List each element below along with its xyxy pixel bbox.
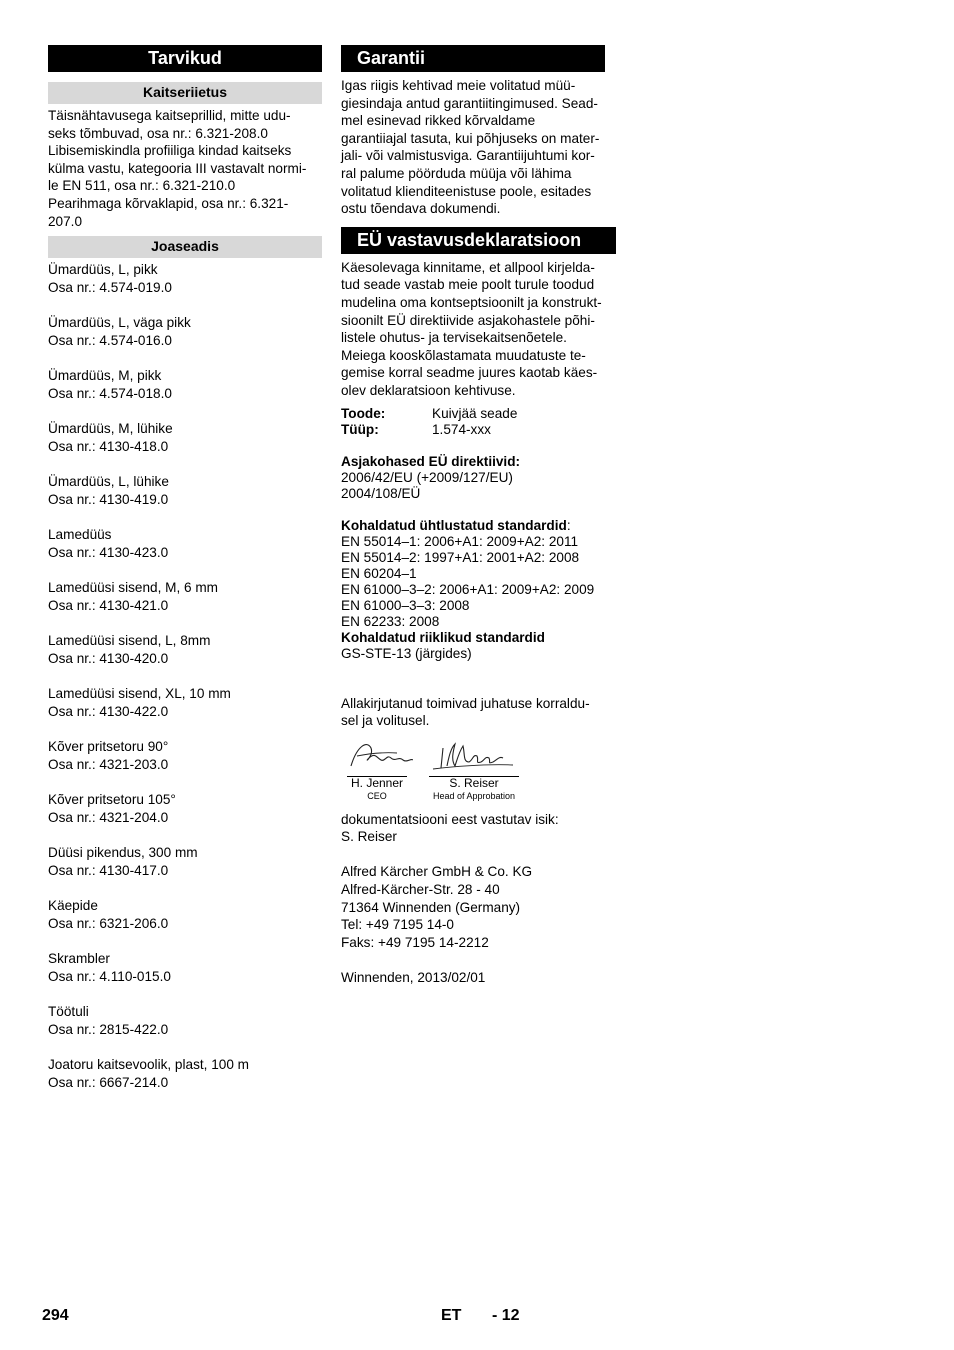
part-number: Osa nr.: 4.574-016.0: [48, 332, 172, 348]
part-name: Ümardüüs, M, lühike: [48, 421, 173, 437]
handwritten-signature-icon: [347, 738, 413, 772]
part-name: Joatoru kaitsevoolik, plast, 100 m: [48, 1056, 249, 1072]
accessories-column: [48, 45, 322, 1091]
protective-clothing-subheading: Kaitseriietus: [48, 82, 322, 104]
text-line: garantiiajal tasuta, kui põhjuseks on mater-: [341, 130, 600, 146]
part-number: Osa nr.: 4.110-015.0: [48, 968, 171, 984]
warranty-text: [341, 77, 616, 218]
list-item: [48, 791, 322, 826]
part-name: Düüsi pikendus, 300 mm: [48, 844, 198, 860]
text-line: volitatud klienditeenistuse poole, esitades: [341, 183, 592, 199]
text-line: giesindaja antud garantiitingimused. Sead-: [341, 95, 598, 111]
text-line: dokumentatsiooni eest vastutav isik:: [341, 811, 559, 827]
harmonised-colon: :: [566, 517, 571, 533]
text-line: le EN 511, osa nr.: 6.321-210.0: [48, 178, 236, 194]
part-number: Osa nr.: 4130-419.0: [48, 491, 169, 507]
directive-item: 2006/42/EU (+2009/127/EU): [341, 469, 513, 485]
list-item: [48, 897, 322, 932]
national-title: Kohaldatud riiklikud standardid: [341, 629, 545, 645]
text-line: ral palume pöörduda müüja või lähima: [341, 165, 572, 181]
text-line: S. Reiser: [341, 829, 397, 845]
harmonised-title: Kohaldatud ühtlustatud standardid: [341, 517, 567, 533]
address-line: Tel: +49 7195 14-0: [341, 917, 454, 933]
documentation-responsible: [341, 811, 616, 846]
list-item: [48, 526, 322, 561]
part-name: Kõver pritsetoru 105°: [48, 792, 176, 807]
national-item: GS-STE-13 (järgides): [341, 645, 472, 661]
standard-item: EN 60204–1: [341, 565, 417, 581]
text-line: Libisemiskindla profiiliga kindad kaitseks: [48, 143, 292, 159]
text-line: seks tõmbuvad, osa nr.: 6.321-208.0: [48, 125, 268, 141]
language-code: ET: [441, 1307, 462, 1324]
page-number: 294: [42, 1307, 69, 1324]
standard-item: EN 61000–3–2: 2006+A1: 2009+A2: 2009: [341, 581, 595, 597]
part-name: Kõver pritsetoru 90°: [48, 739, 169, 755]
part-name: Ümardüüs, M, pikk: [48, 368, 162, 384]
list-item: [48, 632, 322, 667]
part-name: Ümardüüs, L, väga pikk: [48, 315, 191, 331]
list-item: [48, 844, 322, 879]
part-name: Lamedüüsi sisend, XL, 10 mm: [48, 686, 231, 702]
list-item: [48, 950, 322, 985]
eu-declaration-text: [341, 259, 616, 400]
part-name: Ümardüüs, L, pikk: [48, 262, 158, 278]
part-number: Osa nr.: 6321-206.0: [48, 915, 169, 931]
standard-item: EN 55014–1: 2006+A1: 2009+A2: 2011: [341, 533, 579, 549]
part-name: Ümardüüs, L, lühike: [48, 474, 169, 490]
signer-name: S. Reiser: [429, 776, 519, 790]
protective-clothing-text: [48, 107, 322, 230]
list-item: [48, 738, 322, 773]
text-line: külma vastu, kategooria III vastavalt normi-: [48, 160, 307, 176]
directives-title: Asjakohased EÜ direktiivid:: [341, 453, 521, 469]
list-item: [48, 685, 322, 720]
list-item: [48, 420, 322, 455]
list-item: [48, 314, 322, 349]
signer-role: CEO: [367, 791, 387, 802]
part-number: Osa nr.: 4130-417.0: [48, 862, 169, 878]
text-line: olev deklaratsioon kehtivuse.: [341, 382, 516, 398]
list-item: [48, 473, 322, 508]
part-number: Osa nr.: 4130-422.0: [48, 703, 169, 719]
text-line: mudelina oma kontseptsioonilt ja konstrukt-: [341, 294, 602, 310]
text-line: ostu tõendava dokumendi.: [341, 201, 501, 217]
local-page-number: - 12: [492, 1307, 520, 1324]
directives-block: [341, 454, 616, 502]
standards-block: [341, 518, 616, 662]
part-number: Osa nr.: 4130-423.0: [48, 544, 169, 560]
signatures: [341, 738, 616, 800]
type-value: 1.574-xxx: [432, 421, 491, 437]
list-item: [48, 1056, 322, 1091]
address-line: Alfred Kärcher GmbH & Co. KG: [341, 864, 533, 880]
type-row: [341, 422, 616, 438]
text-line: mel esinevad rikked kõrvaldame: [341, 113, 536, 129]
product-label: Toode:: [341, 405, 386, 421]
signature-jenner: [347, 738, 407, 803]
text-line: Meiega kooskõlastamata muudatuste te-: [341, 347, 586, 363]
text-line: Igas riigis kehtivad meie volitatud müü-: [341, 78, 576, 93]
standard-item: EN 55014–2: 1997+A1: 2001+A2: 2008: [341, 549, 580, 565]
list-item: [48, 1003, 322, 1038]
product-row: [341, 406, 616, 422]
part-number: Osa nr.: 4130-418.0: [48, 438, 169, 454]
list-item: [48, 367, 322, 402]
accessories-heading: Tarvikud: [48, 45, 322, 72]
parts-list: [48, 261, 322, 1091]
part-name: Lamedüüsi sisend, M, 6 mm: [48, 580, 218, 596]
type-label: Tüüp:: [341, 421, 379, 437]
address-line: 71364 Winnenden (Germany): [341, 899, 521, 915]
part-number: Osa nr.: 2815-422.0: [48, 1021, 169, 1037]
part-number: Osa nr.: 4321-203.0: [48, 756, 169, 772]
text-line: gemise korral seadme juures kaotab käes-: [341, 365, 598, 381]
standard-item: EN 62233: 2008: [341, 613, 440, 629]
part-number: Osa nr.: 4130-421.0: [48, 597, 169, 613]
part-number: Osa nr.: 4.574-018.0: [48, 385, 172, 401]
part-name: Lamedüüsi sisend, L, 8mm: [48, 633, 211, 649]
list-item: [48, 261, 322, 296]
product-info: [341, 406, 616, 438]
address-line: Faks: +49 7195 14-2212: [341, 934, 489, 950]
signer-name: H. Jenner: [347, 776, 407, 790]
text-line: tud seade vastab meie poolt turule toodud: [341, 277, 595, 293]
text-line: sel ja volitusel.: [341, 713, 430, 729]
part-name: Töötuli: [48, 1003, 89, 1019]
part-name: Käepide: [48, 897, 98, 913]
directive-item: 2004/108/EÜ: [341, 485, 421, 501]
part-name: Skrambler: [48, 950, 110, 966]
part-name: Lamedüüs: [48, 527, 112, 543]
part-number: Osa nr.: 4.574-019.0: [48, 279, 172, 295]
signer-role: Head of Approbation: [432, 791, 516, 802]
blasting-device-subheading: Joaseadis: [48, 236, 322, 258]
warranty-heading: Garantii: [341, 45, 605, 72]
eu-declaration-heading: EÜ vastavusdeklaratsioon: [341, 227, 616, 254]
list-item: [48, 579, 322, 614]
address-line: Alfred-Kärcher-Str. 28 - 40: [341, 882, 500, 898]
text-line: Käesolevaga kinnitame, et allpool kirjelda-: [341, 259, 595, 275]
product-value: Kuivjää seade: [432, 405, 518, 421]
handwritten-signature-icon: [429, 738, 519, 772]
part-number: Osa nr.: 4130-420.0: [48, 650, 169, 666]
text-line: Täisnähtavusega kaitseprillid, mitte udu-: [48, 108, 291, 123]
text-line: Pearihmaga kõrvaklapid, osa nr.: 6.321-: [48, 195, 289, 211]
standard-item: EN 61000–3–3: 2008: [341, 597, 470, 613]
text-line: sioonilt EÜ direktiivide asjakohastele põhi-: [341, 312, 595, 328]
text-line: jali- või valmistusviga. Garantiijuhtumi kor-: [341, 148, 595, 164]
text-line: 207.0: [48, 213, 83, 229]
text-line: Allakirjutanud toimivad juhatuse korraldu-: [341, 695, 590, 711]
company-address: [341, 863, 616, 951]
part-number: Osa nr.: 6667-214.0: [48, 1074, 169, 1090]
signature-reiser: [429, 738, 519, 803]
warranty-declaration-column: [341, 45, 616, 987]
signed-text: [341, 695, 616, 730]
part-number: Osa nr.: 4321-204.0: [48, 809, 169, 825]
text-line: listele ohutus- ja tervisekaitsenõetele.: [341, 330, 567, 346]
place-date: Winnenden, 2013/02/01: [341, 970, 486, 986]
